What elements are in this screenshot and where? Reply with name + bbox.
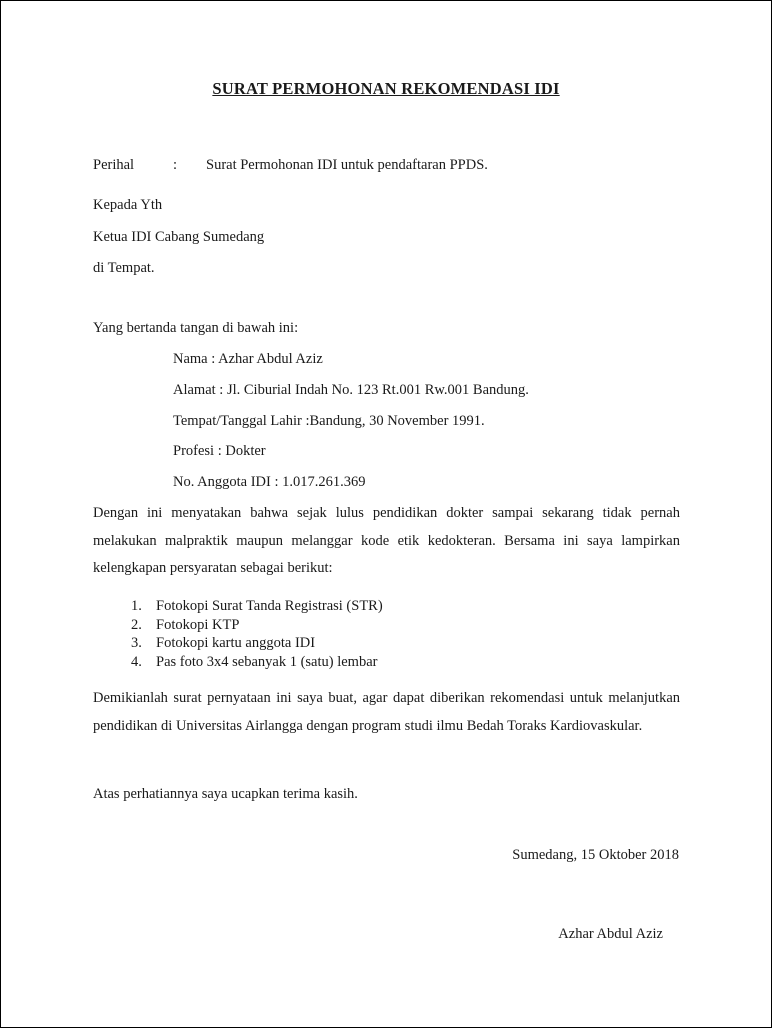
perihal-label: Perihal [93, 157, 135, 173]
perihal-colon: : [173, 157, 178, 173]
closing-paragraph: Demikianlah surat pernyataan ini saya buat, agar dapat diberikan rekomendasi untuk melanjutkan pendidikan di Universitas Airlangga dengan program studi ilmu Bedah Toraks Kardiovaskular. [93, 690, 680, 734]
thanks-text: Atas perhatiannya saya ucapkan terima kasih. [93, 786, 358, 802]
list-item-number: 4. [131, 653, 142, 670]
identity-birth: Tempat/Tanggal Lahir :Bandung, 30 November 1991. [173, 413, 485, 429]
statement-paragraph: Dengan ini menyatakan bahwa sejak lulus pendidikan dokter sampai sekarang tidak pernah melakukan malpraktik maupun melanggar kode etik kedokteran. Bersama ini saya lampirkan kelengkapan persyaratan sebagai berikut: [93, 505, 680, 576]
recipient-line-1: Kepada Yth [93, 197, 163, 213]
identity-name: Nama : Azhar Abdul Aziz [173, 351, 323, 367]
identity-member-number: No. Anggota IDI : 1.017.261.369 [173, 474, 366, 490]
identity-address: Alamat : Jl. Ciburial Indah No. 123 Rt.001 Rw.001 Bandung. [173, 382, 529, 398]
signatory-name: Azhar Abdul Aziz [558, 926, 663, 942]
perihal-value: Surat Permohonan IDI untuk pendaftaran PPDS. [206, 157, 488, 173]
place-date: Sumedang, 15 Oktober 2018 [512, 847, 679, 863]
list-item-number: 1. [131, 598, 142, 614]
list-item-number: 3. [131, 635, 142, 651]
intro-text: Yang bertanda tangan di bawah ini: [93, 320, 299, 336]
list-item-text: Fotokopi Surat Tanda Registrasi (STR) [156, 598, 383, 614]
recipient-line-3: di Tempat. [93, 260, 155, 276]
recipient-line-2: Ketua IDI Cabang Sumedang [93, 229, 265, 245]
letter-title: SURAT PERMOHONAN REKOMENDASI IDI [212, 79, 560, 98]
list-item-text: Pas foto 3x4 sebanyak 1 (satu) lembar [156, 653, 378, 670]
list-item-number: 2. [131, 616, 142, 633]
list-item-text: Fotokopi KTP [156, 616, 240, 633]
identity-profession: Profesi : Dokter [173, 443, 266, 459]
list-item-text: Fotokopi kartu anggota IDI [156, 635, 316, 651]
